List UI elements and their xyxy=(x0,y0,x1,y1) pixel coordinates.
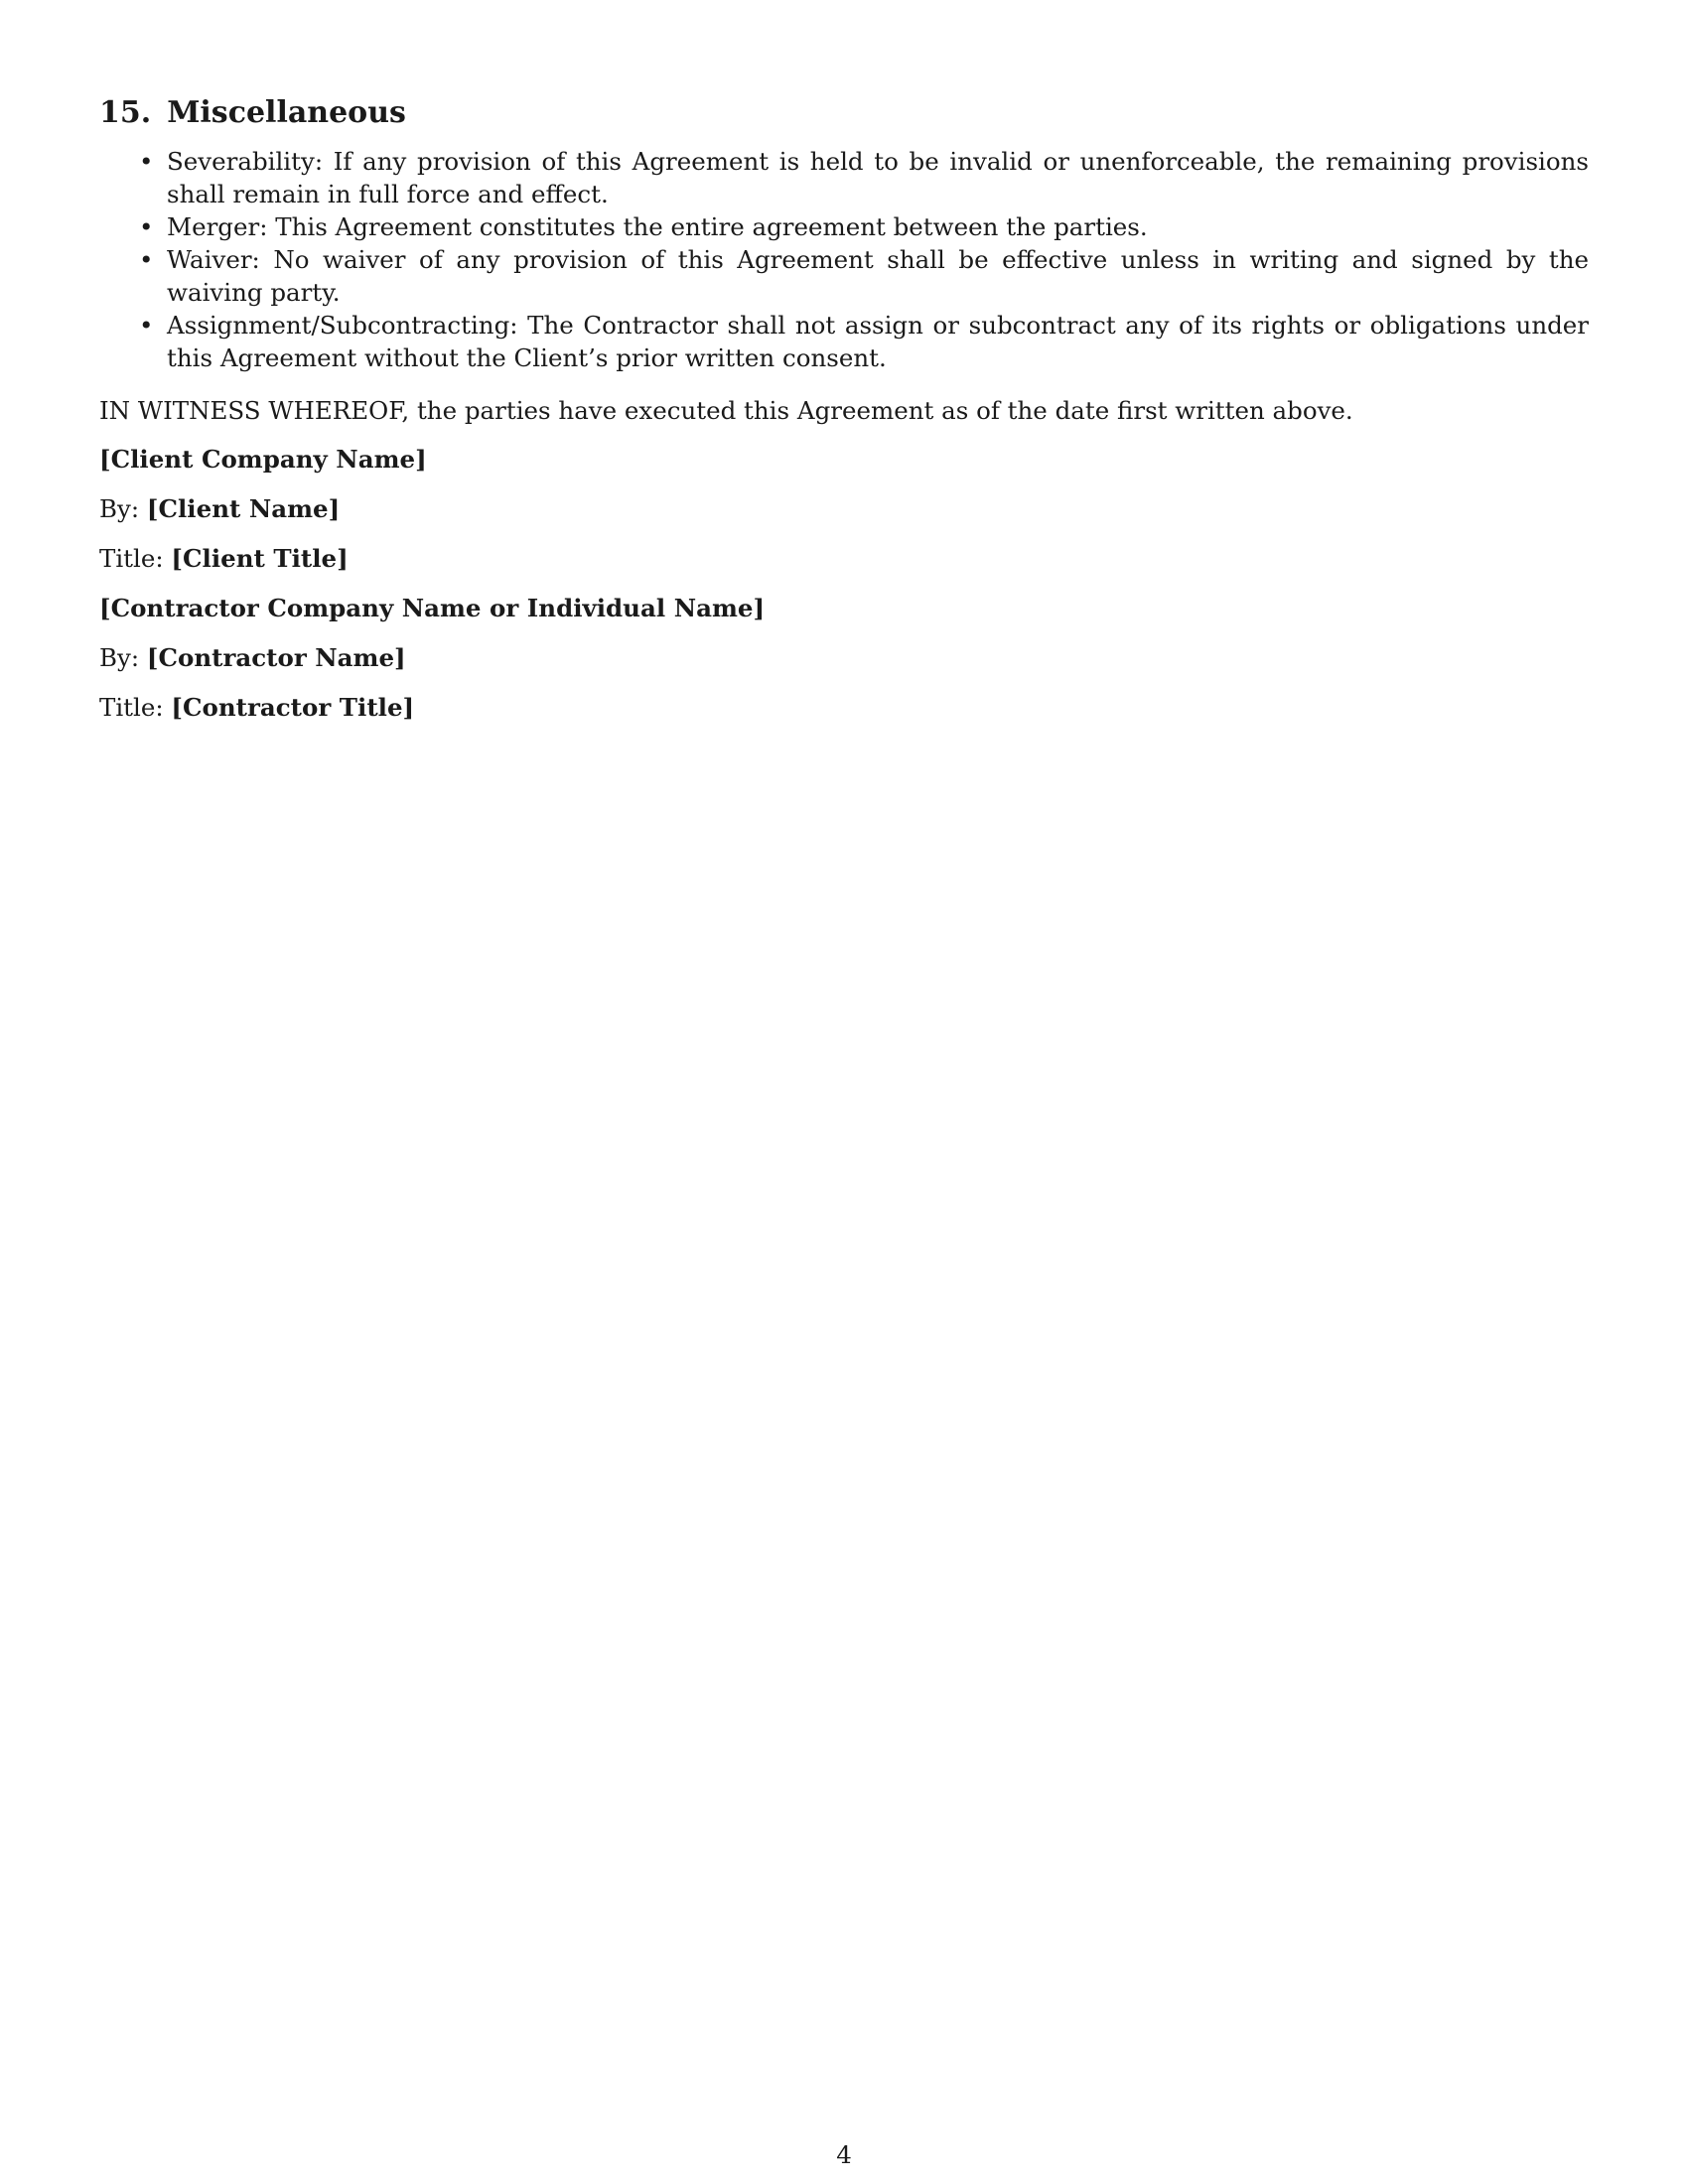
list-item-text: Waiver: No waiver of any provision of this Agreement shall be effective unless in writing and signed by the waiving party. xyxy=(167,245,1589,307)
witness-statement: IN WITNESS WHEREOF, the parties have executed this Agreement as of the date first written above. xyxy=(99,396,1353,425)
client-by-label: By: xyxy=(99,494,140,523)
list-item xyxy=(99,145,1589,210)
contractor-by-line xyxy=(99,641,1589,674)
bullet-icon: • xyxy=(139,311,154,340)
list-item xyxy=(99,243,1589,309)
list-item-text: Merger: This Agreement constitutes the entire agreement between the parties. xyxy=(167,212,1148,241)
contractor-title: [Contractor Title] xyxy=(171,693,415,722)
bullet-icon: • xyxy=(139,147,154,176)
contractor-title-label: Title: xyxy=(99,693,164,722)
client-company-name: [Client Company Name] xyxy=(99,445,427,474)
client-name: [Client Name] xyxy=(146,494,341,523)
section-title: Miscellaneous xyxy=(167,95,406,130)
contractor-title-line xyxy=(99,691,1589,724)
list-item xyxy=(99,309,1589,374)
section-heading xyxy=(99,91,1589,135)
miscellaneous-list xyxy=(99,145,1589,374)
contractor-company-line xyxy=(99,592,1589,624)
client-title: [Client Title] xyxy=(171,544,349,573)
bullet-icon: • xyxy=(139,212,154,241)
document-page xyxy=(99,91,1589,741)
list-item-text: Severability: If any provision of this Agreement is held to be invalid or unenforceable, the remaining provisions shall remain in full force and effect. xyxy=(167,147,1589,208)
client-by-line xyxy=(99,492,1589,525)
bullet-icon: • xyxy=(139,245,154,274)
contractor-company-name: [Contractor Company Name or Individual Name] xyxy=(99,594,766,622)
contractor-by-label: By: xyxy=(99,643,140,672)
page-number: 4 xyxy=(836,2140,852,2169)
list-item-text: Assignment/Subcontracting: The Contractor shall not assign or subcontract any of its rights or obligations under this Agreement without the Client’s prior written consent. xyxy=(167,311,1589,372)
contractor-name: [Contractor Name] xyxy=(146,643,406,672)
client-title-label: Title: xyxy=(99,544,164,573)
section-number: 15. xyxy=(99,95,152,130)
client-title-line xyxy=(99,542,1589,575)
client-company-line xyxy=(99,443,1589,476)
list-item xyxy=(99,210,1589,243)
